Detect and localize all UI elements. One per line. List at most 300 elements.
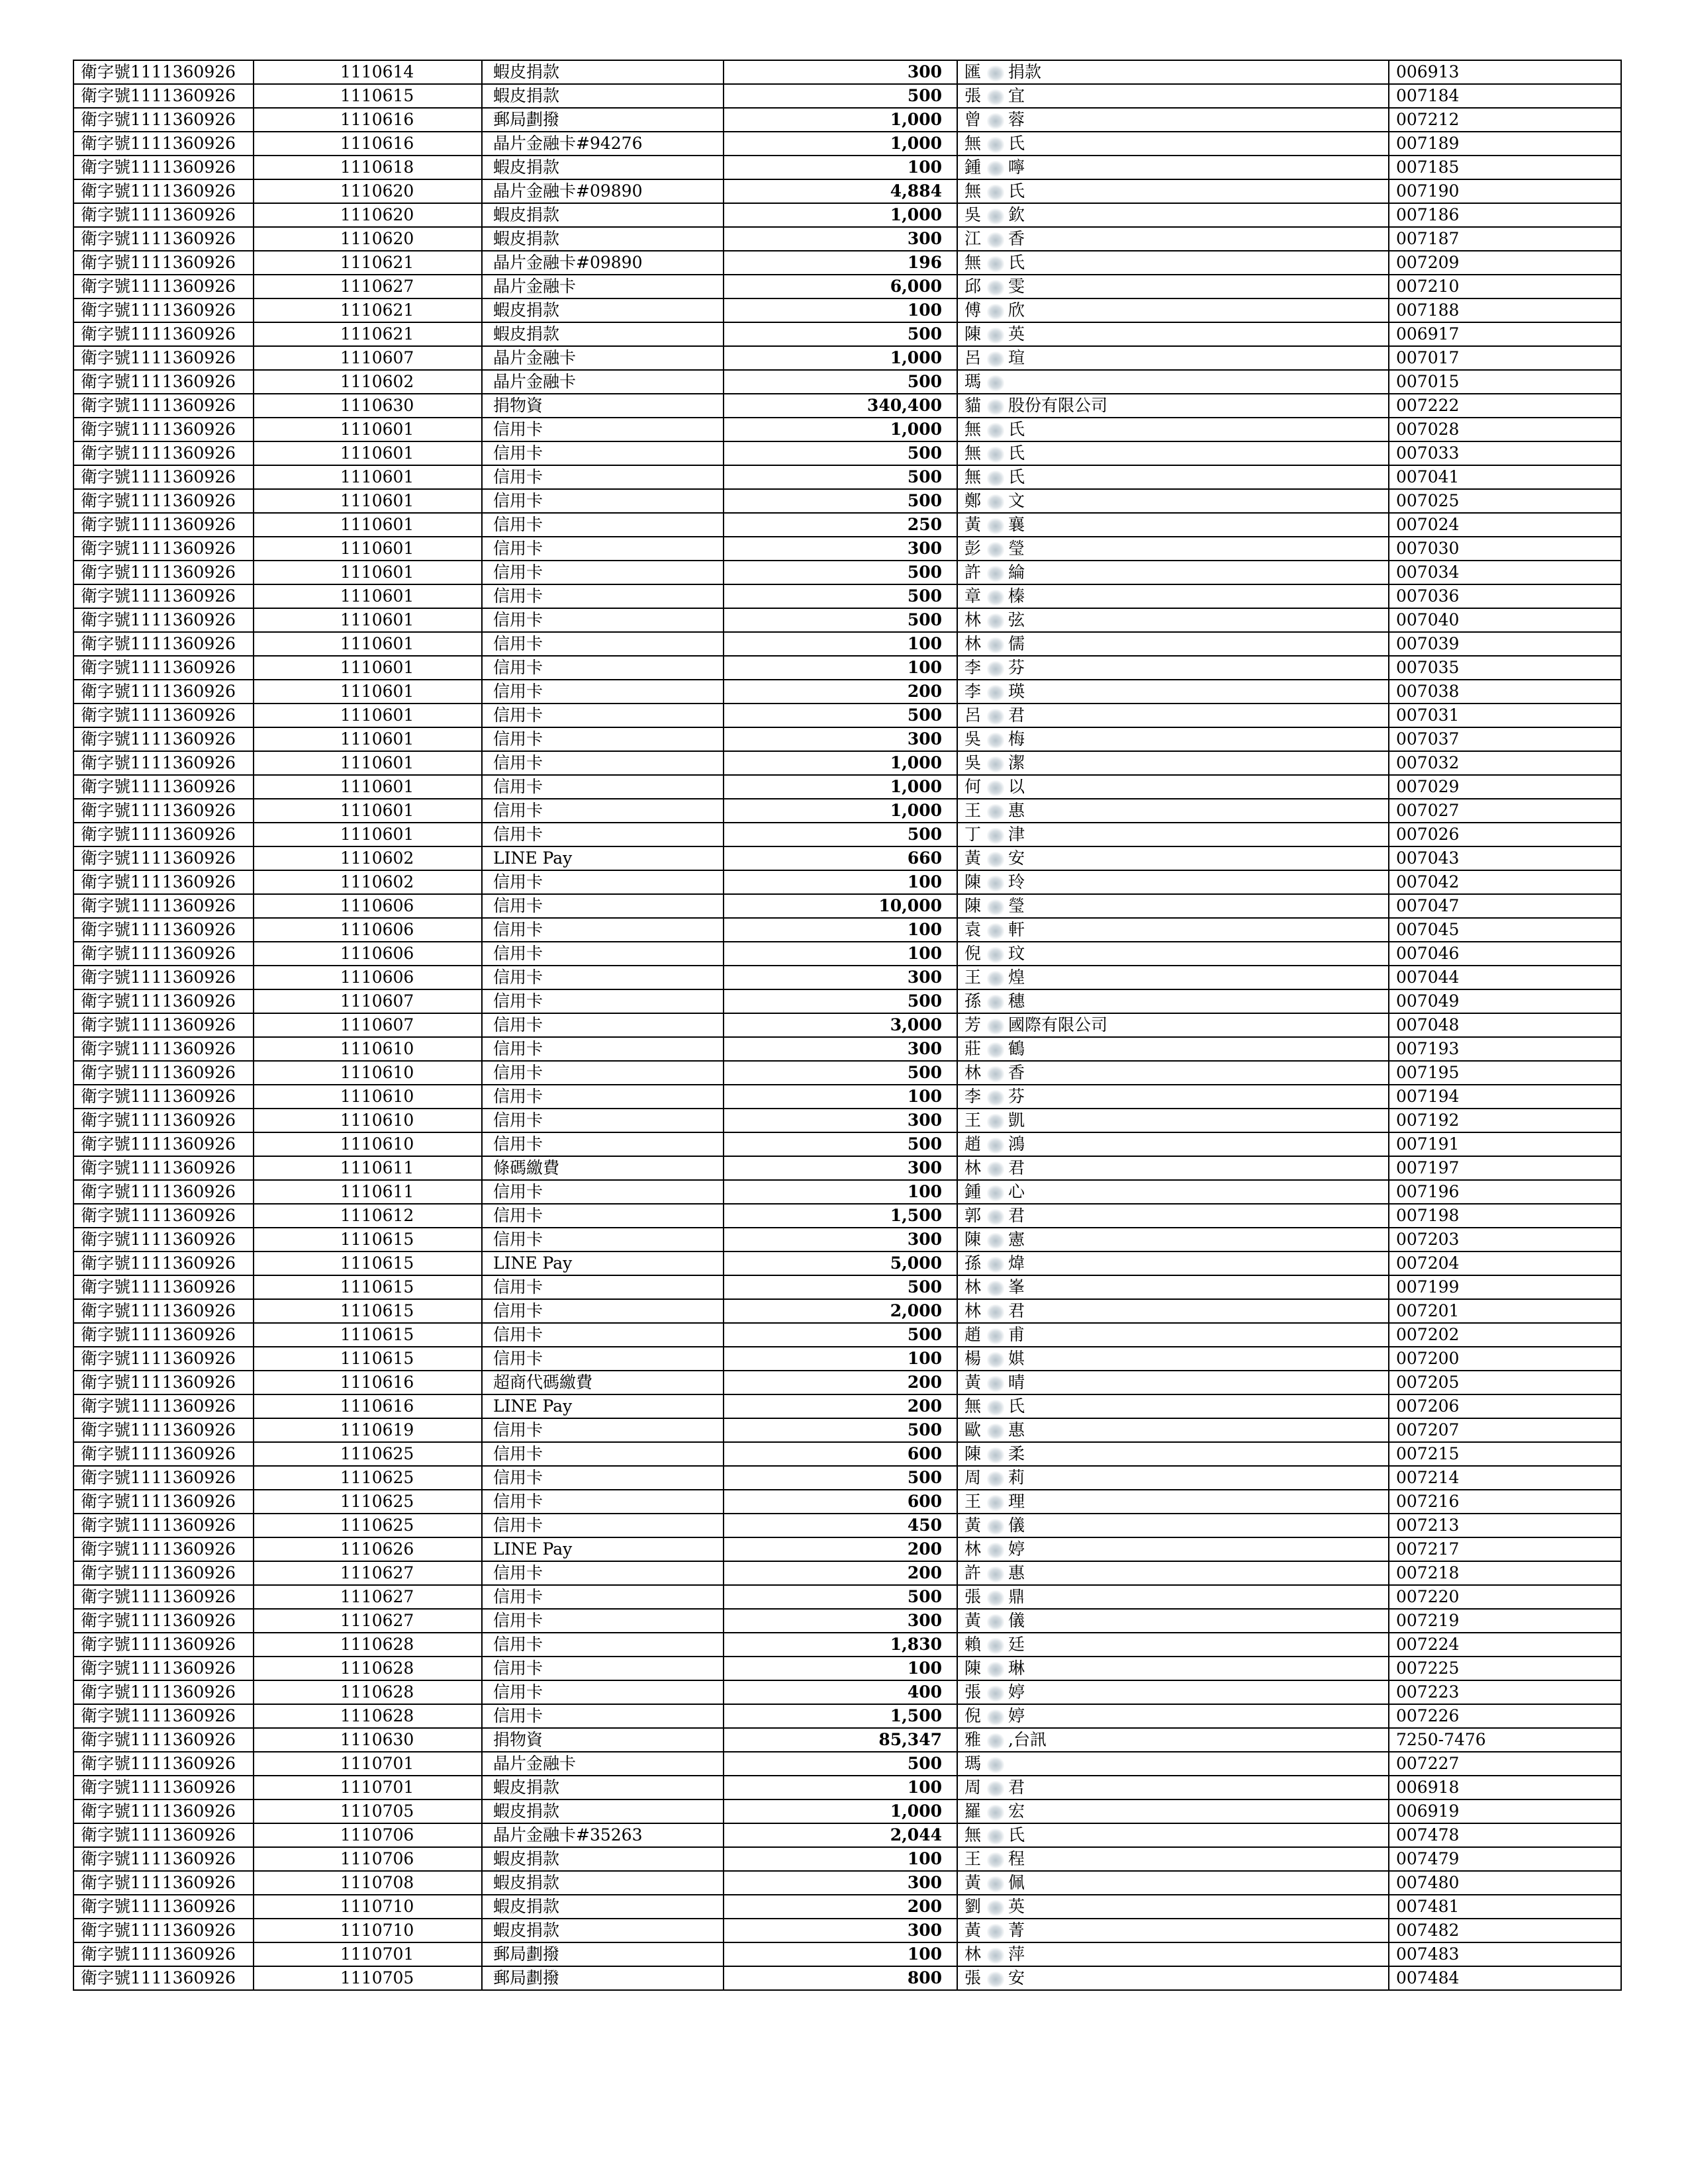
donor-name-cell (957, 1657, 1389, 1680)
donor-name-rest: 股份有限公司 (1008, 396, 1108, 415)
donor-name-rest: 煌 (1008, 968, 1025, 987)
amount-cell: 300 (724, 1919, 957, 1942)
donor-name-cell (957, 1704, 1389, 1728)
donor-name-cell (957, 584, 1389, 608)
table-row (73, 1299, 1621, 1323)
amount-cell: 500 (724, 1275, 957, 1299)
amount-cell: 85,347 (724, 1728, 957, 1752)
redaction-blur (987, 328, 1004, 343)
permit-number-cell: 衛字號1111360926 (73, 1156, 254, 1180)
donor-name-cell (957, 203, 1389, 227)
donor-surname: 王 (964, 1849, 982, 1868)
payment-method-cell: 信用卡 (482, 823, 724, 846)
date-cell: 1110601 (254, 727, 482, 751)
permit-number-cell: 衛字號1111360926 (73, 1919, 254, 1942)
donor-surname: 黃 (964, 848, 982, 868)
payment-method-cell: 信用卡 (482, 1442, 724, 1466)
donor-name-cell (957, 1680, 1389, 1704)
receipt-number-cell: 007049 (1389, 989, 1621, 1013)
receipt-number-cell: 007202 (1389, 1323, 1621, 1347)
donor-name-cell (957, 1442, 1389, 1466)
donor-name-rest: 理 (1008, 1492, 1025, 1511)
payment-method-cell: 信用卡 (482, 465, 724, 489)
redaction-blur (987, 1424, 1004, 1439)
permit-number-cell: 衛字號1111360926 (73, 1037, 254, 1061)
payment-method-cell: 條碼繳費 (482, 1156, 724, 1180)
date-cell: 1110601 (254, 680, 482, 704)
permit-number-cell: 衛字號1111360926 (73, 1299, 254, 1323)
donor-name-cell (957, 989, 1389, 1013)
receipt-number-cell: 006913 (1389, 60, 1621, 84)
date-cell: 1110615 (254, 1228, 482, 1251)
table-row (73, 656, 1621, 680)
donor-name-cell (957, 894, 1389, 918)
amount-cell: 660 (724, 846, 957, 870)
payment-method-cell: 信用卡 (482, 1228, 724, 1251)
redaction-blur (987, 1757, 1004, 1773)
table-row (73, 1537, 1621, 1561)
amount-cell: 500 (724, 322, 957, 346)
receipt-number-cell: 007220 (1389, 1585, 1621, 1609)
table-row (73, 1037, 1621, 1061)
redaction-blur (987, 1686, 1004, 1702)
amount-cell: 300 (724, 60, 957, 84)
donor-surname: 張 (964, 1682, 982, 1702)
redaction-blur (987, 1590, 1004, 1606)
amount-cell: 250 (724, 513, 957, 537)
donor-surname: 袁 (964, 920, 982, 939)
donor-surname: 章 (964, 586, 982, 606)
permit-number-cell: 衛字號1111360926 (73, 203, 254, 227)
donor-name-cell (957, 1466, 1389, 1490)
payment-method-cell: 郵局劃撥 (482, 108, 724, 132)
receipt-number-cell: 007037 (1389, 727, 1621, 751)
redaction-blur (987, 280, 1004, 296)
receipt-number-cell: 007213 (1389, 1514, 1621, 1537)
table-row (73, 132, 1621, 156)
amount-cell: 500 (724, 1323, 957, 1347)
amount-cell: 600 (724, 1442, 957, 1466)
redaction-blur (987, 1876, 1004, 1892)
table-row (73, 156, 1621, 179)
donor-name-rest: 欽 (1008, 205, 1025, 224)
receipt-number-cell: 007038 (1389, 680, 1621, 704)
permit-number-cell: 衛字號1111360926 (73, 418, 254, 441)
permit-number-cell: 衛字號1111360926 (73, 1728, 254, 1752)
redaction-blur (987, 1233, 1004, 1249)
permit-number-cell: 衛字號1111360926 (73, 84, 254, 108)
donor-surname: 許 (964, 563, 982, 582)
date-cell: 1110625 (254, 1514, 482, 1537)
date-cell: 1110606 (254, 942, 482, 966)
payment-method-cell: 蝦皮捐款 (482, 84, 724, 108)
receipt-number-cell: 007030 (1389, 537, 1621, 561)
table-row (73, 322, 1621, 346)
redaction-blur (987, 1567, 1004, 1582)
payment-method-cell: 晶片金融卡#09890 (482, 179, 724, 203)
payment-method-cell: 信用卡 (482, 1704, 724, 1728)
receipt-number-cell: 007478 (1389, 1823, 1621, 1847)
receipt-number-cell: 007210 (1389, 275, 1621, 298)
receipt-number-cell: 007025 (1389, 489, 1621, 513)
receipt-number-cell: 007026 (1389, 823, 1621, 846)
donor-surname: 郭 (964, 1206, 982, 1225)
table-row (73, 561, 1621, 584)
payment-method-cell: 信用卡 (482, 513, 724, 537)
receipt-number-cell: 007187 (1389, 227, 1621, 251)
receipt-number-cell: 007483 (1389, 1942, 1621, 1966)
redaction-blur (987, 852, 1004, 868)
donor-name-cell (957, 632, 1389, 656)
amount-cell: 10,000 (724, 894, 957, 918)
amount-cell: 5,000 (724, 1251, 957, 1275)
payment-method-cell: 晶片金融卡 (482, 1752, 724, 1776)
donor-name-rest: 氏 (1008, 1825, 1025, 1844)
redaction-blur (987, 1709, 1004, 1725)
amount-cell: 100 (724, 1847, 957, 1871)
donor-name-rest: 娸 (1008, 1349, 1025, 1368)
redaction-blur (987, 1662, 1004, 1678)
donor-name-rest: 芬 (1008, 658, 1025, 677)
donor-name-rest: 柔 (1008, 1444, 1025, 1463)
donor-surname: 吳 (964, 753, 982, 772)
amount-cell: 300 (724, 966, 957, 989)
receipt-number-cell: 007201 (1389, 1299, 1621, 1323)
table-row (73, 1585, 1621, 1609)
payment-method-cell: 蝦皮捐款 (482, 227, 724, 251)
receipt-number-cell: 007028 (1389, 418, 1621, 441)
table-row (73, 537, 1621, 561)
table-row (73, 1085, 1621, 1109)
donor-surname: 許 (964, 1563, 982, 1582)
amount-cell: 300 (724, 537, 957, 561)
payment-method-cell: 信用卡 (482, 799, 724, 823)
donor-name-cell (957, 1371, 1389, 1394)
payment-method-cell: 信用卡 (482, 1347, 724, 1371)
donor-surname: 匯 (964, 62, 982, 81)
table-row (73, 203, 1621, 227)
amount-cell: 1,000 (724, 775, 957, 799)
permit-number-cell: 衛字號1111360926 (73, 394, 254, 418)
donor-surname: 歐 (964, 1420, 982, 1439)
payment-method-cell: 晶片金融卡#09890 (482, 251, 724, 275)
receipt-number-cell: 007045 (1389, 918, 1621, 942)
donor-surname: 曾 (964, 110, 982, 129)
receipt-number-cell: 007200 (1389, 1347, 1621, 1371)
permit-number-cell: 衛字號1111360926 (73, 680, 254, 704)
permit-number-cell: 衛字號1111360926 (73, 1013, 254, 1037)
amount-cell: 100 (724, 1776, 957, 1799)
table-row (73, 1680, 1621, 1704)
donor-surname: 無 (964, 420, 982, 439)
donor-name-cell (957, 1275, 1389, 1299)
payment-method-cell: 蝦皮捐款 (482, 1871, 724, 1895)
redaction-blur (987, 685, 1004, 701)
date-cell: 1110601 (254, 632, 482, 656)
date-cell: 1110628 (254, 1633, 482, 1657)
payment-method-cell: 信用卡 (482, 1061, 724, 1085)
date-cell: 1110628 (254, 1704, 482, 1728)
table-row (73, 1847, 1621, 1871)
donor-name-rest: 婷 (1008, 1706, 1025, 1725)
receipt-number-cell: 007207 (1389, 1418, 1621, 1442)
donor-name-cell (957, 656, 1389, 680)
donor-name-rest: 宜 (1008, 86, 1025, 105)
donor-name-rest: 惠 (1008, 1563, 1025, 1582)
permit-number-cell: 衛字號1111360926 (73, 1371, 254, 1394)
receipt-number-cell: 007214 (1389, 1466, 1621, 1490)
permit-number-cell: 衛字號1111360926 (73, 537, 254, 561)
payment-method-cell: 信用卡 (482, 704, 724, 727)
donor-surname: 黃 (964, 1873, 982, 1892)
redaction-blur (987, 1805, 1004, 1821)
donor-surname: 劉 (964, 1897, 982, 1916)
donor-name-rest: 安 (1008, 848, 1025, 868)
donor-surname: 無 (964, 467, 982, 486)
date-cell: 1110601 (254, 704, 482, 727)
receipt-number-cell: 007031 (1389, 704, 1621, 727)
redaction-blur (987, 1281, 1004, 1297)
payment-method-cell: 信用卡 (482, 1109, 724, 1132)
date-cell: 1110627 (254, 1561, 482, 1585)
receipt-number-cell: 007195 (1389, 1061, 1621, 1085)
redaction-blur (987, 1304, 1004, 1320)
redaction-blur (987, 518, 1004, 534)
donor-name-cell (957, 561, 1389, 584)
donor-name-rest: 捐款 (1008, 62, 1042, 81)
table-row (73, 1704, 1621, 1728)
permit-number-cell: 衛字號1111360926 (73, 727, 254, 751)
donor-name-cell (957, 1180, 1389, 1204)
date-cell: 1110621 (254, 298, 482, 322)
redaction-blur (987, 1972, 1004, 1987)
payment-method-cell: 郵局劃撥 (482, 1966, 724, 1990)
date-cell: 1110628 (254, 1657, 482, 1680)
redaction-blur (987, 494, 1004, 510)
receipt-number-cell: 007033 (1389, 441, 1621, 465)
donor-name-cell (957, 942, 1389, 966)
donor-surname: 吳 (964, 729, 982, 749)
donor-name-cell (957, 1871, 1389, 1895)
amount-cell: 200 (724, 680, 957, 704)
payment-method-cell: 信用卡 (482, 918, 724, 942)
date-cell: 1110610 (254, 1085, 482, 1109)
donor-name-rest: 廷 (1008, 1635, 1025, 1654)
receipt-number-cell: 006919 (1389, 1799, 1621, 1823)
permit-number-cell: 衛字號1111360926 (73, 823, 254, 846)
donor-name-cell (957, 1228, 1389, 1251)
payment-method-cell: 信用卡 (482, 1657, 724, 1680)
permit-number-cell: 衛字號1111360926 (73, 1394, 254, 1418)
donor-name-rest: 英 (1008, 324, 1025, 343)
receipt-number-cell: 007203 (1389, 1228, 1621, 1251)
amount-cell: 300 (724, 1871, 957, 1895)
donor-name-rest: 梅 (1008, 729, 1025, 749)
donor-name-rest: 氏 (1008, 420, 1025, 439)
donor-surname: 王 (964, 968, 982, 987)
donor-name-cell (957, 370, 1389, 394)
receipt-number-cell: 007216 (1389, 1490, 1621, 1514)
donor-name-rest: 嚀 (1008, 158, 1025, 177)
payment-method-cell: 信用卡 (482, 441, 724, 465)
donor-name-cell (957, 298, 1389, 322)
payment-method-cell: 信用卡 (482, 1132, 724, 1156)
redaction-blur (987, 756, 1004, 772)
redaction-blur (987, 1495, 1004, 1511)
table-row (73, 584, 1621, 608)
table-row (73, 1752, 1621, 1776)
donor-name-cell (957, 227, 1389, 251)
permit-number-cell: 衛字號1111360926 (73, 1490, 254, 1514)
payment-method-cell: 捐物資 (482, 1728, 724, 1752)
payment-method-cell: 信用卡 (482, 1609, 724, 1633)
table-row (73, 1799, 1621, 1823)
amount-cell: 100 (724, 1180, 957, 1204)
receipt-number-cell: 007040 (1389, 608, 1621, 632)
payment-method-cell: 晶片金融卡 (482, 275, 724, 298)
date-cell: 1110615 (254, 1347, 482, 1371)
donor-name-cell (957, 1561, 1389, 1585)
permit-number-cell: 衛字號1111360926 (73, 1132, 254, 1156)
payment-method-cell: 蝦皮捐款 (482, 60, 724, 84)
date-cell: 1110601 (254, 799, 482, 823)
redaction-blur (987, 1471, 1004, 1487)
redaction-blur (987, 1090, 1004, 1106)
payment-method-cell: 晶片金融卡#94276 (482, 132, 724, 156)
permit-number-cell: 衛字號1111360926 (73, 1942, 254, 1966)
permit-number-cell: 衛字號1111360926 (73, 465, 254, 489)
donor-name-cell (957, 441, 1389, 465)
donor-surname: 趙 (964, 1325, 982, 1344)
donor-name-cell (957, 251, 1389, 275)
donor-surname: 瑪 (964, 372, 982, 391)
amount-cell: 800 (724, 1966, 957, 1990)
date-cell: 1110701 (254, 1942, 482, 1966)
donor-surname: 無 (964, 443, 982, 463)
date-cell: 1110614 (254, 60, 482, 84)
redaction-blur (987, 995, 1004, 1011)
payment-method-cell: 信用卡 (482, 489, 724, 513)
redaction-blur (987, 1042, 1004, 1058)
payment-method-cell: 信用卡 (482, 680, 724, 704)
donor-surname: 無 (964, 1825, 982, 1844)
date-cell: 1110616 (254, 132, 482, 156)
redaction-blur (987, 1161, 1004, 1177)
donor-name-cell (957, 1942, 1389, 1966)
permit-number-cell: 衛字號1111360926 (73, 870, 254, 894)
date-cell: 1110602 (254, 370, 482, 394)
date-cell: 1110708 (254, 1871, 482, 1895)
donor-name-cell (957, 1132, 1389, 1156)
amount-cell: 1,500 (724, 1704, 957, 1728)
donor-name-rest: 穗 (1008, 991, 1025, 1011)
donor-name-rest: 儀 (1008, 1611, 1025, 1630)
receipt-number-cell: 007042 (1389, 870, 1621, 894)
redaction-blur (987, 89, 1004, 105)
redaction-blur (987, 661, 1004, 677)
donor-name-cell (957, 537, 1389, 561)
amount-cell: 300 (724, 1609, 957, 1633)
date-cell: 1110625 (254, 1490, 482, 1514)
redaction-blur (987, 232, 1004, 248)
donor-surname: 張 (964, 1968, 982, 1987)
donor-name-rest: 儀 (1008, 1516, 1025, 1535)
donor-surname: 孫 (964, 991, 982, 1011)
redaction-blur (987, 1138, 1004, 1154)
date-cell: 1110601 (254, 418, 482, 441)
table-row (73, 1657, 1621, 1680)
donor-surname: 王 (964, 801, 982, 820)
table-row (73, 775, 1621, 799)
table-row (73, 942, 1621, 966)
amount-cell: 500 (724, 370, 957, 394)
receipt-number-cell: 007184 (1389, 84, 1621, 108)
donor-surname: 鍾 (964, 1182, 982, 1201)
permit-number-cell: 衛字號1111360926 (73, 1061, 254, 1085)
donor-name-cell (957, 1085, 1389, 1109)
permit-number-cell: 衛字號1111360926 (73, 1109, 254, 1132)
donor-name-rest: 安 (1008, 1968, 1025, 1987)
amount-cell: 1,000 (724, 203, 957, 227)
donor-name-rest: 玲 (1008, 872, 1025, 891)
donor-name-rest: 軒 (1008, 920, 1025, 939)
receipt-number-cell: 007043 (1389, 846, 1621, 870)
donor-name-rest: 香 (1008, 1063, 1025, 1082)
date-cell: 1110601 (254, 441, 482, 465)
payment-method-cell: 信用卡 (482, 989, 724, 1013)
permit-number-cell: 衛字號1111360926 (73, 1204, 254, 1228)
donor-surname: 黃 (964, 1373, 982, 1392)
table-row (73, 1966, 1621, 1990)
date-cell: 1110601 (254, 465, 482, 489)
donor-surname: 趙 (964, 1134, 982, 1154)
permit-number-cell: 衛字號1111360926 (73, 1799, 254, 1823)
receipt-number-cell: 007204 (1389, 1251, 1621, 1275)
redaction-blur (987, 304, 1004, 320)
amount-cell: 1,000 (724, 108, 957, 132)
permit-number-cell: 衛字號1111360926 (73, 1752, 254, 1776)
permit-number-cell: 衛字號1111360926 (73, 1776, 254, 1799)
donor-name-rest: 儒 (1008, 634, 1025, 653)
amount-cell: 1,000 (724, 751, 957, 775)
donor-name-rest: 津 (1008, 825, 1025, 844)
donor-surname: 楊 (964, 1349, 982, 1368)
receipt-number-cell: 007480 (1389, 1871, 1621, 1895)
donor-name-cell (957, 394, 1389, 418)
donor-surname: 鍾 (964, 158, 982, 177)
donor-name-cell (957, 1847, 1389, 1871)
date-cell: 1110628 (254, 1680, 482, 1704)
donor-surname: 無 (964, 134, 982, 153)
redaction-blur (987, 971, 1004, 987)
amount-cell: 3,000 (724, 1013, 957, 1037)
payment-method-cell: 信用卡 (482, 1275, 724, 1299)
donor-surname: 陳 (964, 872, 982, 891)
table-row (73, 704, 1621, 727)
date-cell: 1110601 (254, 537, 482, 561)
donor-name-rest: 憲 (1008, 1230, 1025, 1249)
payment-method-cell: 信用卡 (482, 1323, 724, 1347)
donor-surname: 陳 (964, 896, 982, 915)
donor-name-cell (957, 1919, 1389, 1942)
donor-name-cell (957, 179, 1389, 203)
redaction-blur (987, 590, 1004, 606)
redaction-blur (987, 1066, 1004, 1082)
payment-method-cell: LINE Pay (482, 846, 724, 870)
amount-cell: 200 (724, 1394, 957, 1418)
permit-number-cell: 衛字號1111360926 (73, 513, 254, 537)
permit-number-cell: 衛字號1111360926 (73, 441, 254, 465)
